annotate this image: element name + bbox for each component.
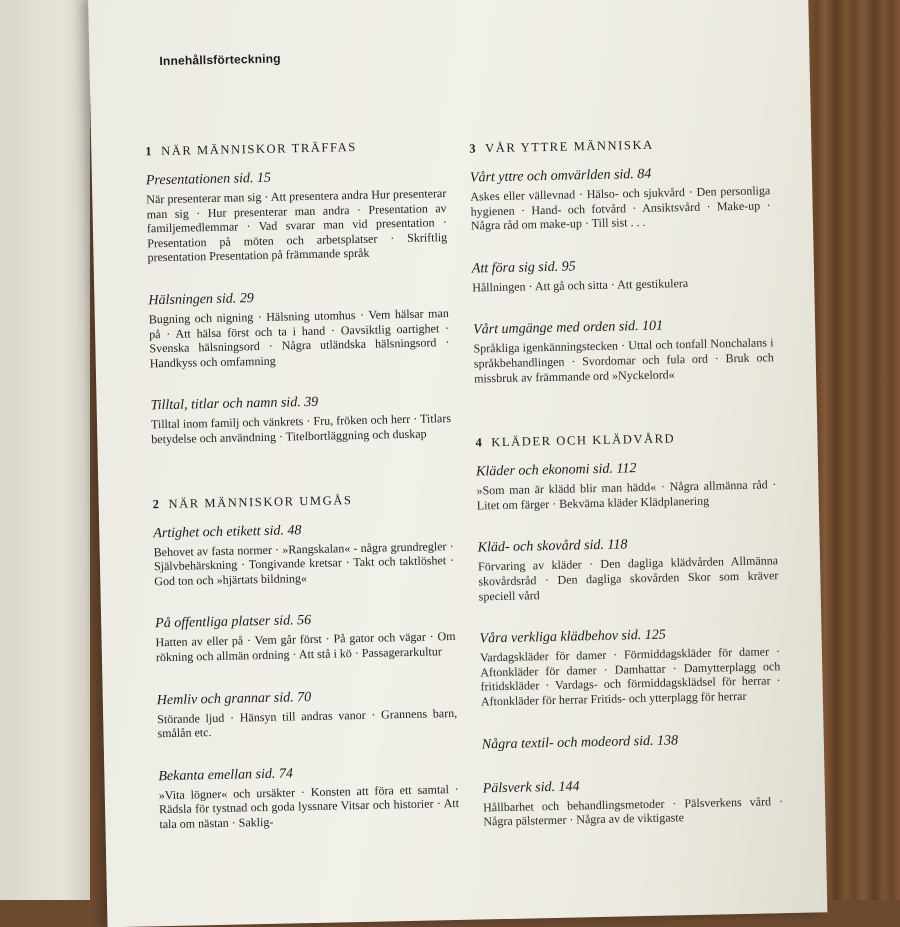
entry-title: Några textil- och modeord sid. 138 xyxy=(481,732,679,752)
entry-body: Behovet av fasta normer · »Rangskalan« - några grundregler · Självbehärskning · Tongivande kretsar · Takt och taktlöshet · God ton och »hjärtats bildning« xyxy=(153,538,455,588)
toc-entry xyxy=(479,625,781,709)
entry-body: Störande ljud · Hänsyn till andras vanor · Grannens barn, smålån etc. xyxy=(157,705,458,741)
entry-body: När presenterar man sig · Att presentera andra Hur presenterar man sig · Hur presenterar man andra · Presentation av familjemedlemmar · Vad svarar man vid presentation · Presentation på möten och arbetsplatser · Skriftlig presentation Presentation på främmande språk xyxy=(146,186,448,265)
toc-entry xyxy=(153,520,454,589)
section-title xyxy=(469,135,769,156)
entry-title: Vårt yttre och omvärlden sid. 84 xyxy=(469,166,652,186)
toc-entry xyxy=(482,731,782,753)
entry-title: Bekanta emellan sid. 74 xyxy=(158,766,294,784)
left-page-edge xyxy=(0,0,90,900)
entry-title: Hemliv och grannar sid. 70 xyxy=(156,689,312,708)
section-number: 4 xyxy=(475,435,484,450)
toc-entry xyxy=(483,775,784,829)
entry-title: Presentationen sid. 15 xyxy=(145,170,272,189)
page-heading: Innehållsförteckning xyxy=(159,51,281,69)
right-column xyxy=(469,135,784,857)
entry-body: Språkliga igenkänningstecken · Uttal och tonfall Nonchalans i språkbehandlingen · Svordomar och fula ord · Bruk och missbruk av främmande ord »Nyckelord« xyxy=(473,335,774,386)
toc-entry xyxy=(146,167,448,265)
entry-body: Hållbarhet och behandlingsmetoder · Pälsverkens vård · Några pälstermer · Några av de viktigaste xyxy=(482,793,784,829)
entry-body: »Vita lögner« och ursäkter · Konsten att föra ett samtal · Rädsla för tystnad och goda lyssnare Vitsar och historier · Att tala om nästan · Saklig- xyxy=(158,781,460,832)
left-column xyxy=(145,138,460,860)
entry-body: Bugning och nigning · Hälsning utomhus · Vem hälsar man på · Att hälsa först och ta i hand · Oavsiktlig oartighet · Svenska hälsningsord · Några utländska hälsningsord · Handkyss och omfamning xyxy=(148,306,450,371)
toc-entry xyxy=(157,686,458,740)
toc-entry xyxy=(150,392,451,446)
entry-body: Vardagskläder för damer · Förmiddagskläder för damer · Aftonkläder för damer · Damhattar · Damytterplagg och fritidskläder · Vardags- och förmiddagsklädsel för herrar · Aftonkläder för herrar Fritids- och ytterplagg för herrar xyxy=(479,644,781,709)
toc-entry xyxy=(473,317,774,386)
section-title-text: VÅR YTTRE MÄNNISKA xyxy=(485,137,654,156)
entry-title: Tilltal, titlar och namn sid. 39 xyxy=(150,395,319,414)
entry-title: Kläder och ekonomi sid. 112 xyxy=(475,461,637,480)
entry-title: På offentliga platser sid. 56 xyxy=(155,613,312,632)
section-title-text: NÄR MÄNNISKOR TRÄFFAS xyxy=(161,139,357,159)
toc-entry xyxy=(148,287,450,371)
book-page xyxy=(88,0,827,927)
toc-entry xyxy=(476,458,777,512)
section-title-text: KLÄDER OCH KLÄDVÅRD xyxy=(491,431,676,450)
entry-body: Hatten av eller på · Vem går först · På gator och vägar · Om rökning och allmän ordning · Att stå i kö · Passagerarkultur xyxy=(155,629,456,665)
section-number: 2 xyxy=(152,496,161,511)
section-title xyxy=(145,138,445,159)
entry-title: Hälsningen sid. 29 xyxy=(148,291,254,309)
section-title-text: NÄR MÄNNISKOR UMGÅS xyxy=(168,492,353,511)
entry-title: Vårt umgänge med orden sid. 101 xyxy=(472,318,664,338)
entry-body: Askes eller vällevnad · Hälso- och sjukvård · Den personliga hygienen · Hand- och fotvård · Ansiktsvård · Make-up · Några råd om make-up · Till sist . . . xyxy=(470,183,771,233)
entry-title: Kläd- och skovård sid. 118 xyxy=(477,537,628,556)
toc-entry xyxy=(472,255,773,295)
entry-title: Att föra sig sid. 95 xyxy=(471,259,576,277)
entry-body: Hållningen · Att gå och sitta · Att gestikulera xyxy=(472,275,689,295)
entry-body: Förvaring av kläder · Den dagliga klädvården Allmänna skovårdsråd · Den dagliga skovården Skor som kräver speciell vård xyxy=(477,553,779,604)
entry-title: Artighet och etikett sid. 48 xyxy=(153,522,302,541)
entry-title: Våra verkliga klädbehov sid. 125 xyxy=(479,627,666,647)
toc-entry xyxy=(478,535,779,604)
section-number: 1 xyxy=(145,144,154,159)
entry-title: Pälsverk sid. 144 xyxy=(482,778,580,796)
entry-body: Tilltal inom familj och vänkrets · Fru, fröken och herr · Titlars betydelse och användning · Titelbortläggning och duskap xyxy=(150,411,452,447)
section-number: 3 xyxy=(469,141,478,156)
entry-body: »Som man är klädd blir man hädd« · Några allmänna råd · Litet om färger · Bekväma kläder Klädplanering xyxy=(476,477,777,513)
toc-entry xyxy=(158,763,459,832)
toc-entry xyxy=(155,610,456,664)
toc-entry xyxy=(470,164,771,233)
